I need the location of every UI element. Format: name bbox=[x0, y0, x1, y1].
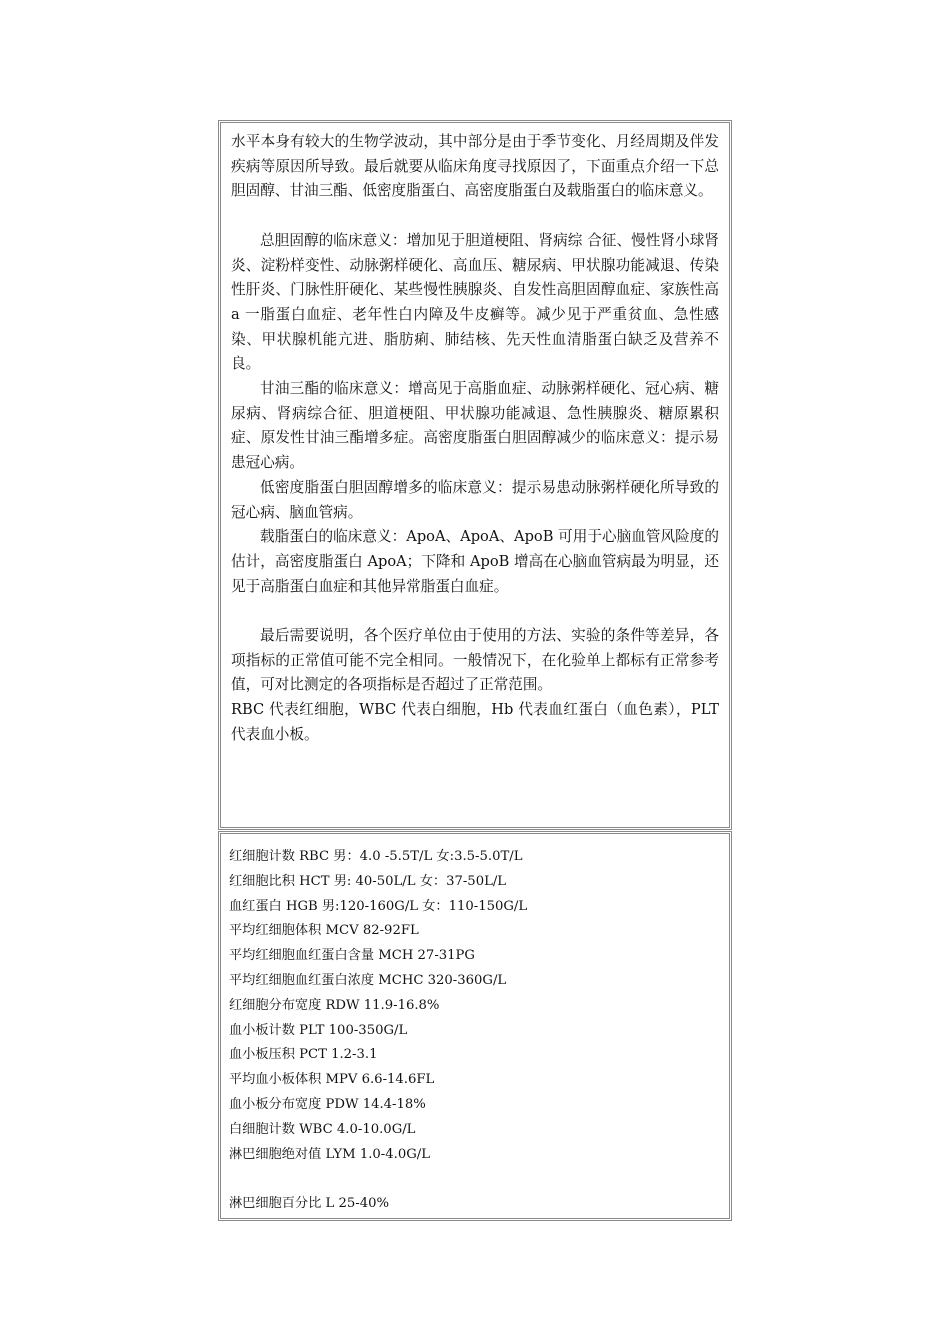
reference-row-mcv: 平均红细胞体积 MCV 82-92FL bbox=[229, 923, 419, 939]
reference-row-mchc: 平均红细胞血红蛋白浓度 MCHC 320-360G/L bbox=[229, 972, 507, 988]
paragraph-total-cholesterol: 总胆固醇的临床意义：增加见于胆道梗阻、肾病综 合征、慢性肾小球肾炎、淀粉样变性、动脉粥样硬化、高血压、糖尿病、甲状腺功能减退、传染性肝炎、门脉性肝硬化、某些慢性胰腺炎、自发性高胆固醇血症、家族性高 a 一脂蛋白血症、老年性白内障及牛皮癣等。减少见于严重贫血、急性感染、甲状腺机能亢进、脂肪痢、肺结核、先天性血清脂蛋白缺乏及营养不良。 bbox=[231, 231, 719, 373]
paragraph-abbreviations: RBC 代表红细胞，WBC 代表白细胞，Hb 代表血红蛋白（血色素），PLT 代表血小板。 bbox=[231, 701, 719, 743]
reference-row-hct: 红细胞比积 HCT 男: 40-50L/L 女：37-50L/L bbox=[229, 873, 507, 889]
reference-row-rdw: 红细胞分布宽度 RDW 11.9-16.8% bbox=[229, 997, 440, 1013]
paragraph-intro: 水平本身有较大的生物学波动，其中部分是由于季节变化、月经周期及伴发疾病等原因所导致。最后就要从临床角度寻找原因了，下面重点介绍一下总胆固醇、甘油三酯、低密度脂蛋白、高密度脂蛋白及载脂蛋白的临床意义。 bbox=[231, 133, 719, 200]
paragraph-note: 最后需要说明，各个医疗单位由于使用的方法、实验的条件等差异，各项指标的正常值可能不完全相同。一般情况下，在化验单上都标有正常参考值，可对比测定的各项指标是否超过了正常范围。 bbox=[231, 627, 719, 694]
reference-row-rbc: 红细胞计数 RBC 男：4.0 -5.5T/L 女:3.5-5.0T/L bbox=[229, 849, 523, 864]
reference-row-wbc: 白细胞计数 WBC 4.0-10.0G/L bbox=[229, 1121, 416, 1137]
reference-values-list bbox=[221, 834, 729, 1217]
reference-row-lymphocyte-percent: 淋巴细胞百分比 L 25-40% bbox=[229, 1196, 390, 1212]
reference-row-lym: 淋巴细胞绝对值 LYM 1.0-4.0G/L bbox=[229, 1146, 430, 1162]
paragraph-triglyceride: 甘油三酯的临床意义：增高见于高脂血症、动脉粥样硬化、冠心病、糖尿病、肾病综合征、胆道梗阻、甲状腺功能减退、急性胰腺炎、糖原累积症、原发性甘油三酯增多症。高密度脂蛋白胆固醇减少的临床意义：提示易患冠心病。 bbox=[231, 380, 719, 472]
paragraph-spacer bbox=[231, 599, 719, 624]
reference-values-panel bbox=[218, 831, 732, 1221]
text-panel-content bbox=[221, 123, 729, 748]
reference-row-plt: 血小板计数 PLT 100-350G/L bbox=[229, 1022, 408, 1038]
paragraph-spacer bbox=[231, 204, 719, 229]
paragraph-apolipoprotein: 载脂蛋白的临床意义：ApoA、ApoA、ApoB 可用于心脑血管风险度的估计，高密度脂蛋白 ApoA；下降和 ApoB 增高在心脑血管病最为明显，还见于高脂蛋白血症和其他异常脂蛋白血症。 bbox=[231, 528, 719, 595]
paragraph-ldl: 低密度脂蛋白胆固醇增多的临床意义：提示易患动脉粥样硬化所导致的冠心病、脑血管病。 bbox=[231, 478, 719, 521]
reference-row-mch: 平均红细胞血红蛋白含量 MCH 27-31PG bbox=[229, 948, 475, 964]
text-panel bbox=[218, 120, 732, 830]
reference-row-pdw: 血小板分布宽度 PDW 14.4-18% bbox=[229, 1096, 426, 1112]
reference-row-mpv: 平均血小板体积 MPV 6.6-14.6FL bbox=[229, 1072, 435, 1088]
reference-row-pct: 血小板压积 PCT 1.2-3.1 bbox=[229, 1047, 378, 1063]
reference-row-hgb: 血红蛋白 HGB 男:120-160G/L 女：110-150G/L bbox=[229, 898, 528, 914]
